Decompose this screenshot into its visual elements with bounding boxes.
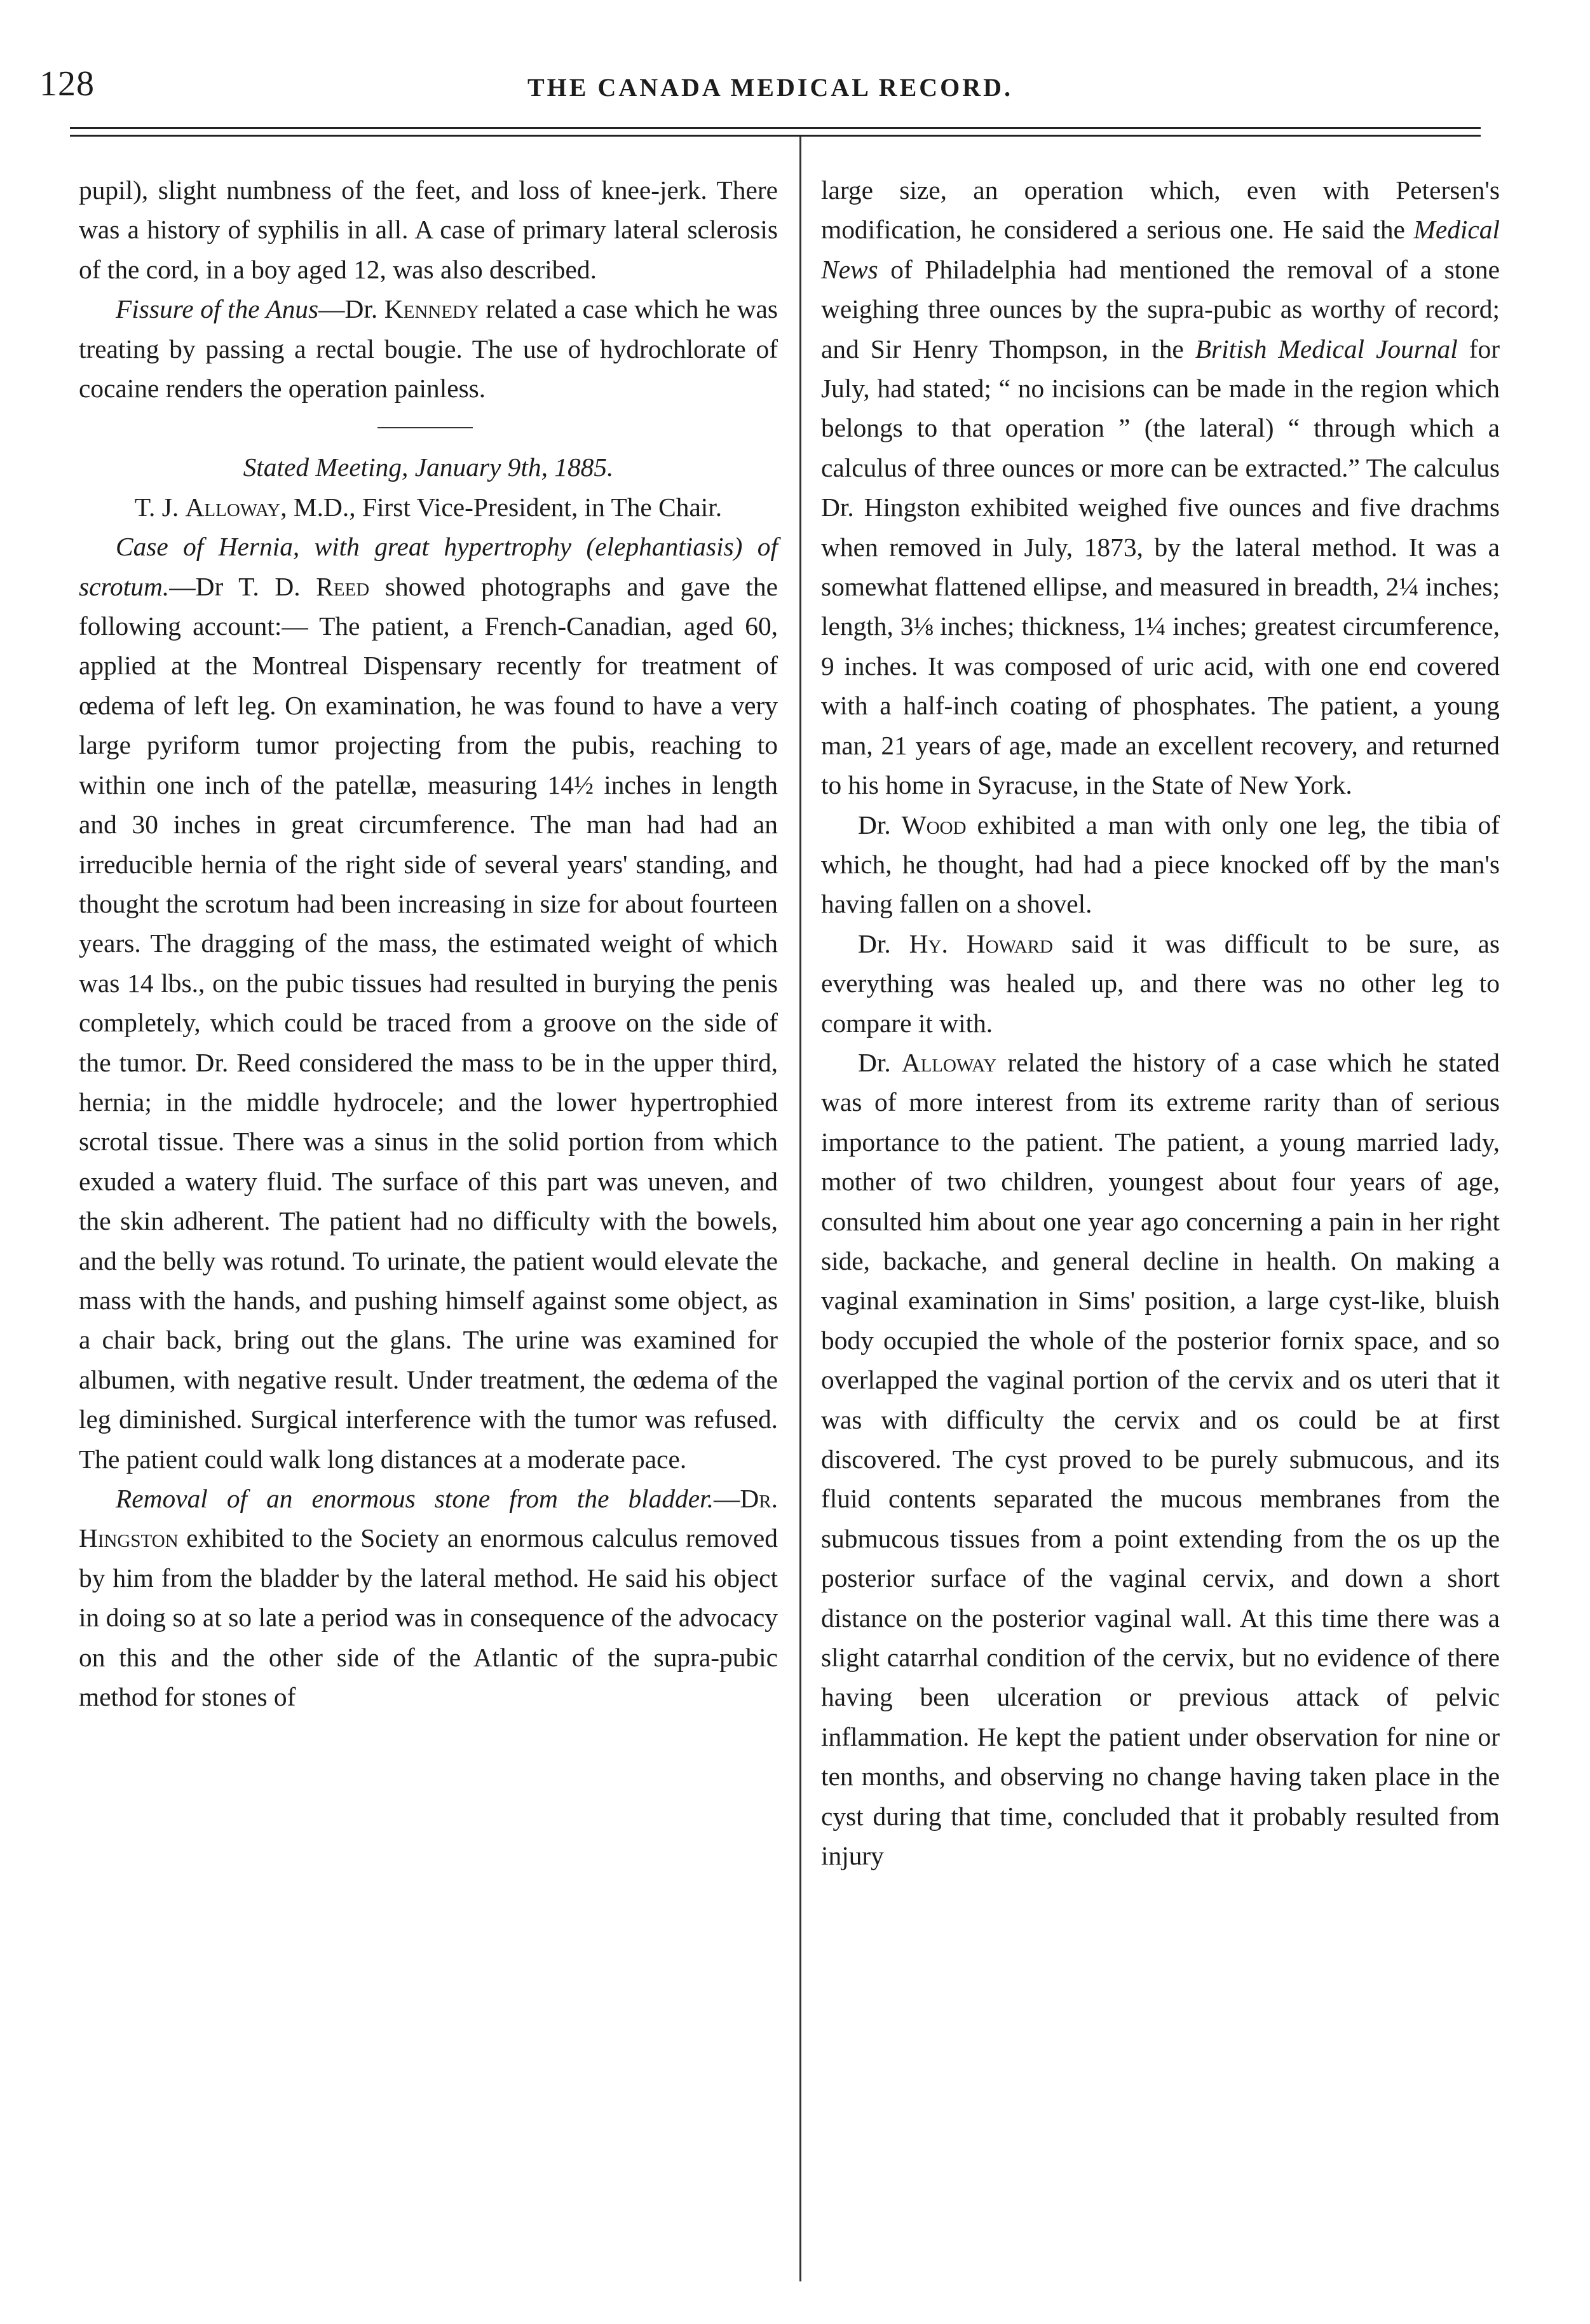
speaker-name: Reed xyxy=(316,571,370,601)
paragraph-text: large size, an operation which, even with Petersen's modification, he considered a serious one. He said the xyxy=(821,175,1500,245)
section-heading-fissure: Fissure of the Anus xyxy=(116,294,319,324)
paragraph-text: related the history of a case which he stated was of more interest from its extreme rarity than of serious importance to the patient. The patient, a young married lady, mother of two children, youngest about four years of age, consulted him about one year ago concerning a pain in her right side, backache, and general decline in health. On making a vaginal examination in Sims' position, a large cyst-like, bluish body occupied the whole of the posterior fornix space, and so overlapped the vaginal portion of the cervix and os uteri that it was with difficulty the cervix and os could be at first discovered. The cyst proved to be purely submucous, and its fluid contents separated the mucous membranes from the submucous tissues from a point extending from the os up the posterior surface of the vaginal cervix, and down a short distance on the posterior vaginal wall. At this time there was a slight catarrhal condition of the cervix, but no evidence of there having been ulceration or previous attack of pelvic inflammation. He kept the patient under observation for nine or ten months, and observing no change having taken place in the cyst during that time, concluded that it probably resulted from injury xyxy=(821,1047,1500,1871)
paragraph-text: said it was difficult to be sure, as everything was healed up, and there was no other leg to compare it with. xyxy=(821,928,1500,1038)
left-column xyxy=(79,170,778,1716)
column-divider xyxy=(799,137,801,2281)
dash: —Dr. xyxy=(318,294,384,324)
right-column xyxy=(821,170,1500,1875)
section-heading-hernia: Case of Hernia, with great hypertrophy (elephantiasis) of scrotum. xyxy=(79,532,778,601)
page-header xyxy=(39,64,1501,114)
journal-title: British Medical Journal xyxy=(1195,334,1458,364)
paragraph-continued: pupil), slight numbness of the feet, and loss of knee-jerk. There was a history of syphilis in all. A case of primary lateral sclerosis of the cord, in a boy aged 12, was also described. xyxy=(79,175,778,284)
chair-title: , M.D., First Vice-President, in The Chair. xyxy=(280,492,723,522)
speaker-name: Hy. Howard xyxy=(909,928,1053,958)
title-prefix: Dr. xyxy=(858,928,909,958)
paragraph-hernia xyxy=(79,527,778,1479)
paragraph-text: of Philadelphia had mentioned the removal of a stone weighing three ounces by the supra-pubic as worthy of record; and Sir Henry Thompson, in the xyxy=(821,254,1500,364)
speaker-name: Kennedy xyxy=(384,294,479,324)
journal-title: Medical News xyxy=(821,215,1500,284)
title-prefix: Dr. xyxy=(858,810,902,839)
speaker-name: Dr. Hingston xyxy=(79,1484,778,1553)
section-heading-stone: Removal of an enormous stone from the bladder. xyxy=(116,1484,714,1513)
header-rule-bottom xyxy=(70,135,1481,137)
speaker-name: Alloway xyxy=(901,1047,997,1077)
paragraph-fissure xyxy=(79,289,778,408)
dash: —Dr T. D. xyxy=(169,571,316,601)
running-title: THE CANADA MEDICAL RECORD. xyxy=(527,73,1014,102)
chair-line xyxy=(79,487,778,527)
section-separator xyxy=(79,408,778,447)
page-number: 128 xyxy=(39,64,95,104)
paragraph-text: showed photographs and gave the following account:— The patient, a French-Canadian, aged 60, applied at the Montreal Dispensary recently for treatment of œdema of left leg. On examination, he was found to have a very large pyriform tumor projecting from the pubis, reaching to within one inch of the patellæ, measuring 14½ inches in length and 30 inches in great circumference. The man had had an irreducible hernia of the right side of several years' standing, and thought the scrotum had been increasing in size for about fourteen years. The dragging of the mass, the estimated weight of which was 14 lbs., on the pubic tissues had resulted in burying the penis completely, which could be traced from a groove on the side of the tumor. Dr. Reed considered the mass to be in the upper third, hernia; in the middle hydrocele; and the lower hypertrophied scrotal tissue. There was a sinus in the solid portion from which exuded a watery fluid. The surface of this part was uneven, and the skin adherent. The patient had no difficulty with the bowels, and the belly was rotund. To urinate, the patient would elevate the mass with the hands, and pushing himself against some object, as a chair back, bring out the glans. The urine was examined for albumen, with negative result. Under treatment, the œdema of the leg diminished. Surgical interference with the tumor was refused. The patient could walk long distances at a moderate pace. xyxy=(79,571,778,1474)
paragraph-text: exhibited to the Society an enormous calculus removed by him from the bladder by the lateral method. He said his object in doing so at so late a period was in consequence of the advocacy on this and the other side of the Atlantic of the supra-pubic method for stones of xyxy=(79,1523,778,1712)
paragraph-stone-continued xyxy=(821,170,1500,805)
chair-name: Alloway xyxy=(185,492,281,522)
dash: — xyxy=(714,1484,740,1513)
meeting-heading: Stated Meeting, January 9th, 1885. xyxy=(243,452,614,482)
paragraph-wood xyxy=(821,805,1500,924)
header-rule-top xyxy=(70,127,1481,129)
paragraph-text: for July, had stated; “ no incisions can be made in the region which belongs to that operation ” (the lateral) “ through which a calculus of three ounces or more can be extracted.” The calculus Dr. Hingston exhibited weighed five ounces and five drachms when removed in July, 1873, by the lateral method. It was a somewhat flattened ellipse, and measured in breadth, 2¼ inches; length, 3⅛ inches; thickness, 1¼ inches; greatest circumference, 9 inches. It was composed of uric acid, with one end covered with a half-inch coating of phosphates. The patient, a young man, 21 years of age, made an excellent recovery, and returned to his home in Syracuse, in the State of New York. xyxy=(821,334,1500,800)
title-prefix: Dr. xyxy=(858,1047,902,1077)
paragraph-text: exhibited a man with only one leg, the tibia of which, he thought, had had a piece knocked off by the man's having fallen on a shovel. xyxy=(821,810,1500,919)
paragraph-text: related a case which he was treating by passing a rectal bougie. The use of hydrochlorate of cocaine renders the operation painless. xyxy=(79,294,778,404)
speaker-name: Wood xyxy=(901,810,967,839)
chair-initials: T. J. xyxy=(134,492,186,522)
paragraph-stone xyxy=(79,1479,778,1716)
paragraph-howard xyxy=(821,924,1500,1043)
paragraph-alloway xyxy=(821,1043,1500,1876)
